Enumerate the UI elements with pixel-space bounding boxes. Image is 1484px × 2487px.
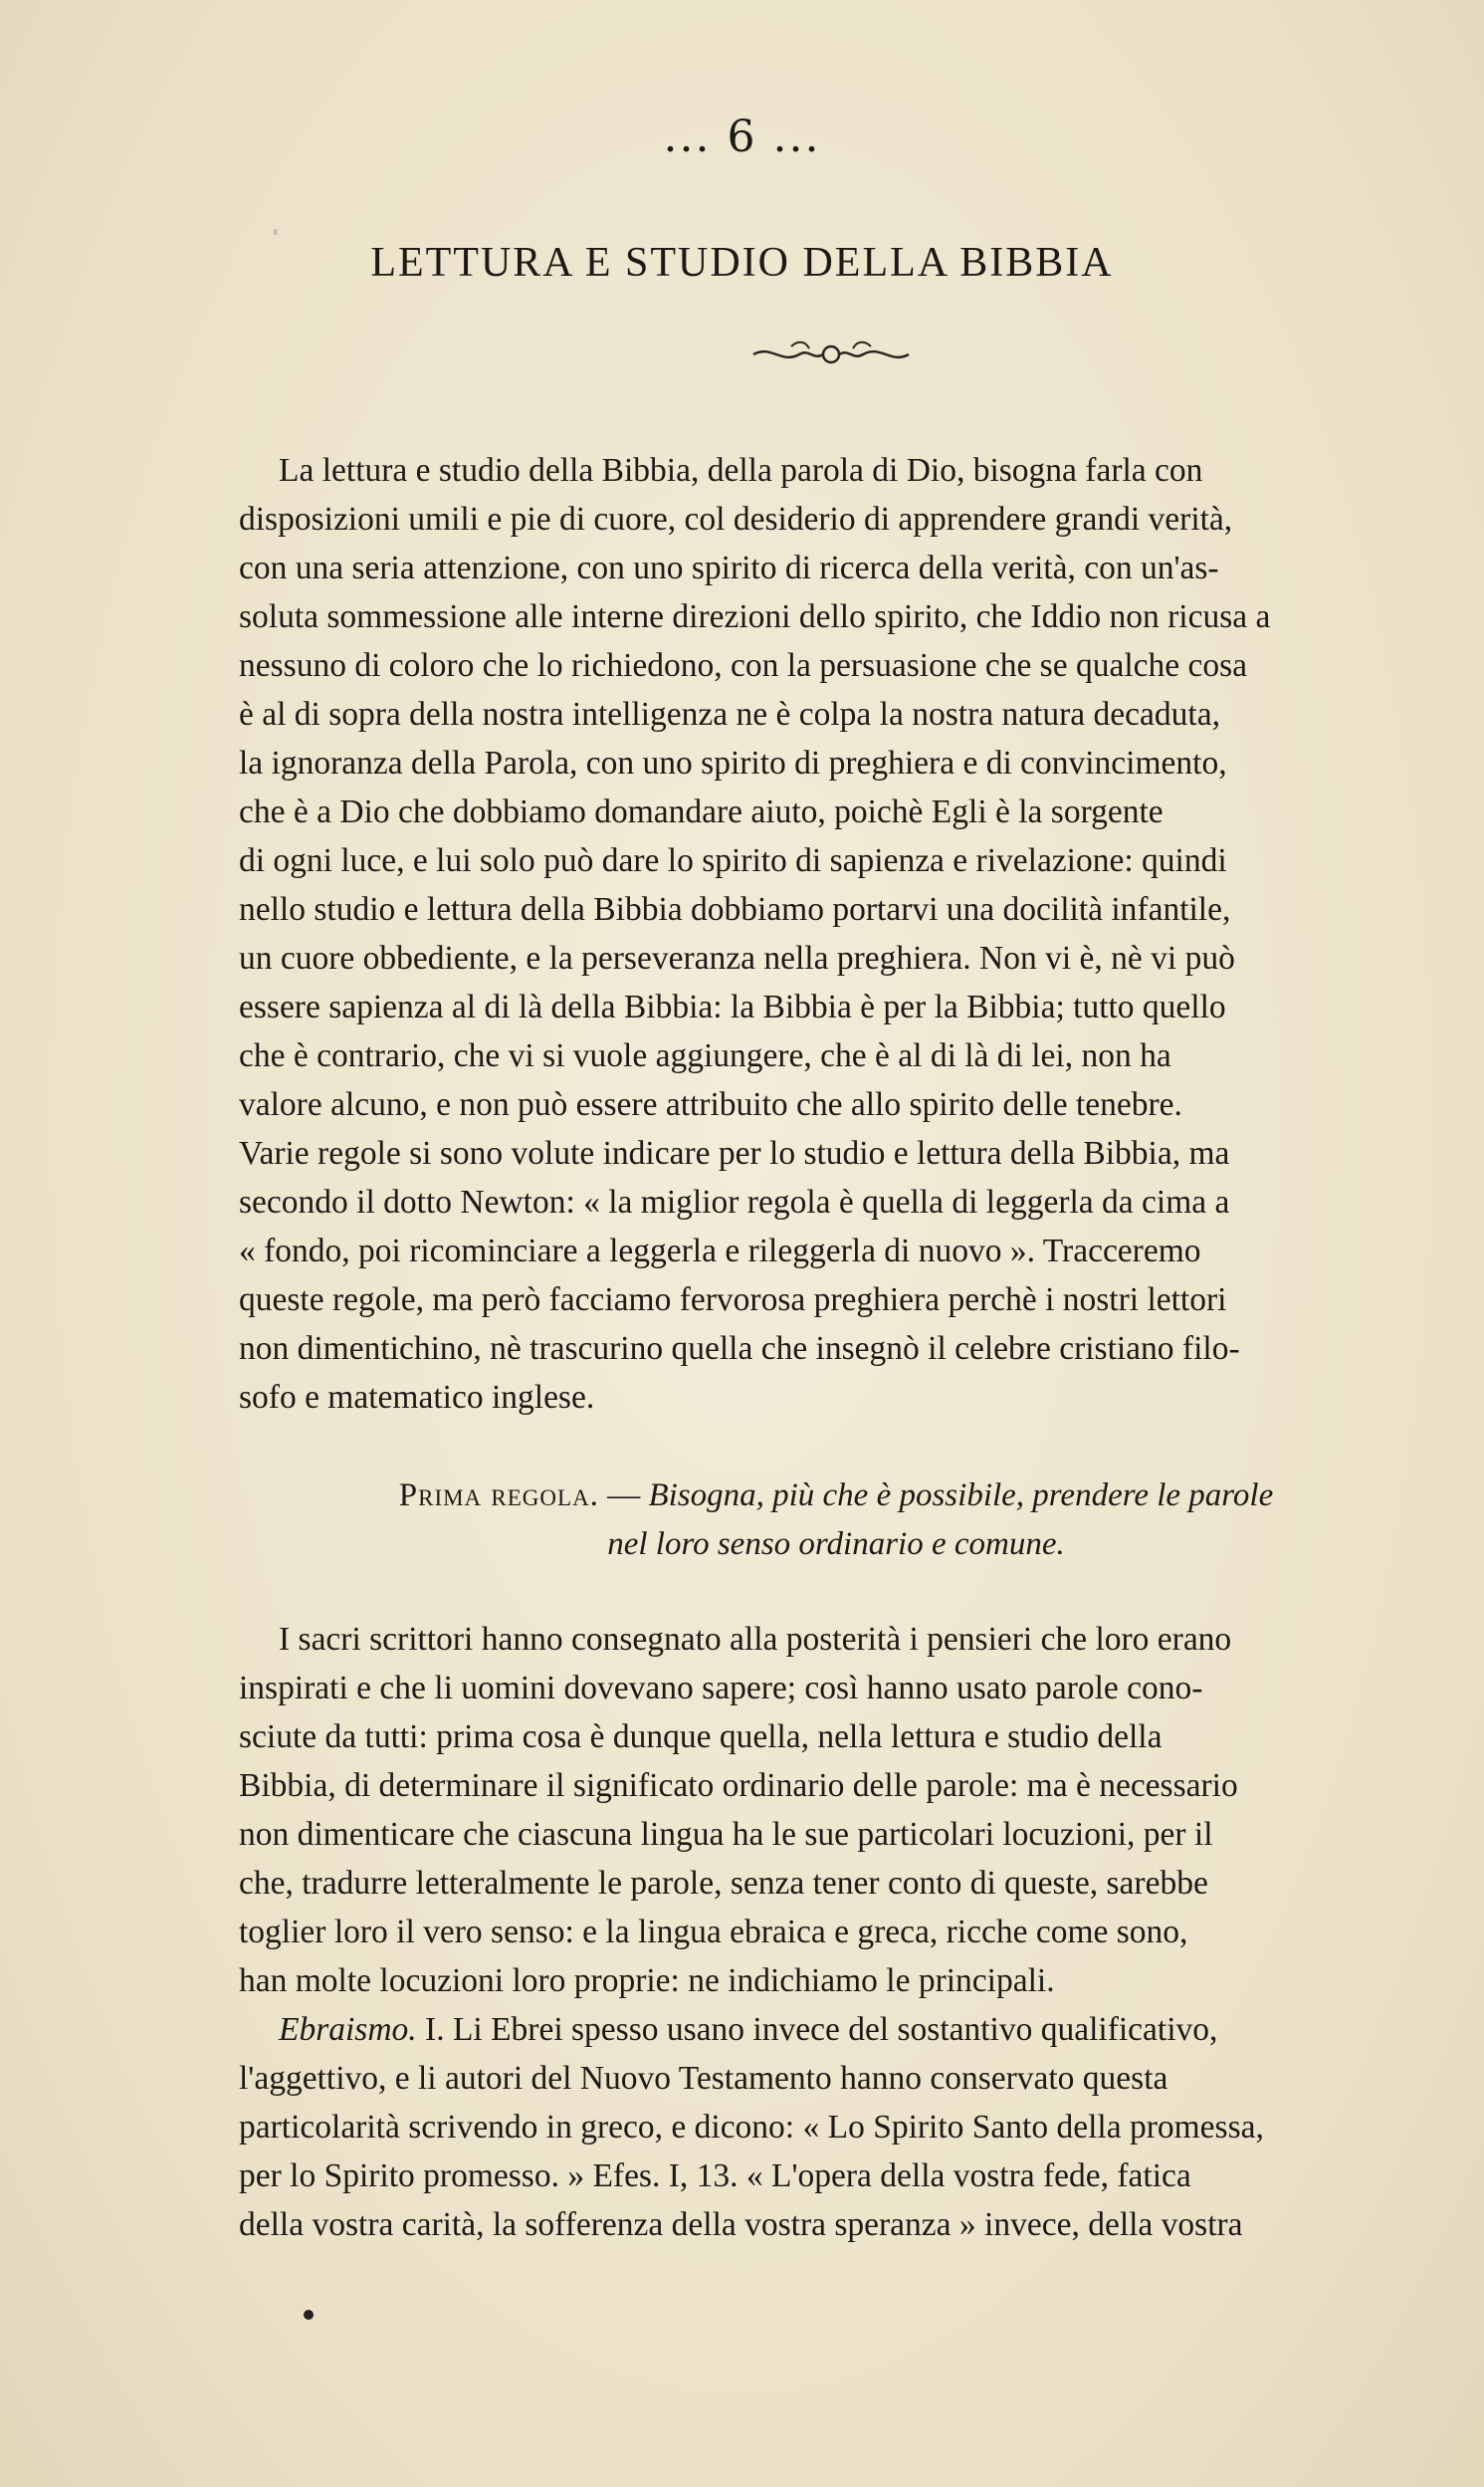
paragraph-2 [239,1615,1433,2005]
text-line: di ogni luce, e lui solo può dare lo spirito di sapienza e rivelazione: quindi [239,842,1227,879]
text-line: essere sapienza al di là della Bibbia: la Bibbia è per la Bibbia; tutto quello [239,989,1226,1025]
paragraph-body [239,1615,1433,2249]
rule-text-1: Bisogna, più che è possibile, prendere le parole [648,1477,1274,1513]
text-line: Varie regole si sono volute indicare per lo studio e lettura della Bibbia, ma [239,1135,1230,1172]
page-speck [274,229,277,235]
text-line: sofo e matematico inglese. [239,1379,595,1416]
text-line: che, tradurre letteralmente le parole, senza tener conto di queste, sarebbe [239,1865,1208,1902]
text-line: Bibbia, di determinare il significato ordinario delle parole: ma è necessario [239,1767,1238,1804]
text-line: particolarità scrivendo in greco, e dicono: « Lo Spirito Santo della promessa, [239,2109,1264,2146]
text-line: nello studio e lettura della Bibbia dobbiamo portarvi una docilità infantile, [239,891,1231,928]
text-line: La lettura e studio della Bibbia, della parola di Dio, bisogna farla con [279,452,1203,489]
text-line: la ignoranza della Parola, con uno spirito di preghiera e di convincimento, [239,745,1227,782]
text-line: « fondo, poi ricominciare a leggerla e rileggerla di nuovo ». Tracceremo [239,1233,1201,1269]
page-number: ... 6 ... [663,112,821,162]
rule-dash: — [598,1477,649,1513]
text-line: per lo Spirito promesso. » Efes. I, 13. « L'opera della vostra fede, fatica [239,2157,1191,2194]
text-line: sciute da tutti: prima cosa è dunque quella, nella lettura e studio della [239,1718,1163,1755]
text-line: non dimentichino, nè trascurino quella che insegnò il celebre cristiano filo- [239,1330,1240,1367]
paragraph-intro [239,446,1433,1422]
chapter-title: LETTURA E STUDIO DELLA BIBBIA [370,240,1114,286]
rule-text-2: nel loro senso ordinario e comune. [607,1526,1065,1562]
text-line: secondo il dotto Newton: « la miglior regola è quella di leggerla da cima a [239,1184,1230,1221]
rule-heading [239,1471,1433,1569]
text-line: che è contrario, che vi si vuole aggiungere, che è al di là di lei, non ha [239,1037,1171,1074]
text-line: l'aggettivo, e li autori del Nuovo Testamento hanno conservato questa [239,2060,1168,2097]
text-line: della vostra carità, la sofferenza della vostra speranza » invece, della vostra [239,2206,1243,2243]
text-line: queste regole, ma però facciamo fervorosa preghiera perchè i nostri lettori [239,1281,1227,1318]
rule-label: Prima regola. [398,1477,599,1513]
paragraph-3-line-1: I. Li Ebrei spesso usano invece del sostantivo qualificativo, [416,2011,1218,2048]
text-line: I sacri scrittori hanno consegnato alla posterità i pensieri che loro erano [279,1621,1232,1658]
text-line: nessuno di coloro che lo richiedono, con la persuasione che se qualche cosa [239,647,1248,684]
text-line: toglier loro il vero senso: e la lingua ebraica e greca, ricche come sono, [239,1914,1188,1950]
paragraph-3-first-line [239,2005,1433,2054]
text-line: che è a Dio che dobbiamo domandare aiuto, poichè Egli è la sorgente [239,793,1164,830]
text-line: disposizioni umili e pie di cuore, col desiderio di apprendere grandi verità, [239,501,1233,538]
text-line: inspirati e che li uomini dovevano sapere; così hanno usato parole cono- [239,1670,1203,1706]
ink-dot [304,2310,314,2320]
ebraismo-term: Ebraismo. [279,2011,417,2048]
text-line: è al di sopra della nostra intelligenza ne è colpa la nostra natura decaduta, [239,696,1220,733]
text-line: valore alcuno, e non può essere attribuito che allo spirito delle tenebre. [239,1086,1182,1123]
text-line: soluta sommessione alle interne direzioni dello spirito, che Iddio non ricusa a [239,598,1271,635]
text-line: non dimenticare che ciascuna lingua ha le sue particolari locuzioni, per il [239,1816,1213,1853]
text-line: con una seria attenzione, con uno spirito di ricerca della verità, con un'as- [239,550,1219,586]
ornament-icon [751,337,911,372]
paragraph-3 [239,2005,1433,2249]
text-line: han molte locuzioni loro proprie: ne indichiamo le principali. [239,1962,1055,1999]
text-line: un cuore obbediente, e la perseveranza nella preghiera. Non vi è, nè vi può [239,940,1235,977]
